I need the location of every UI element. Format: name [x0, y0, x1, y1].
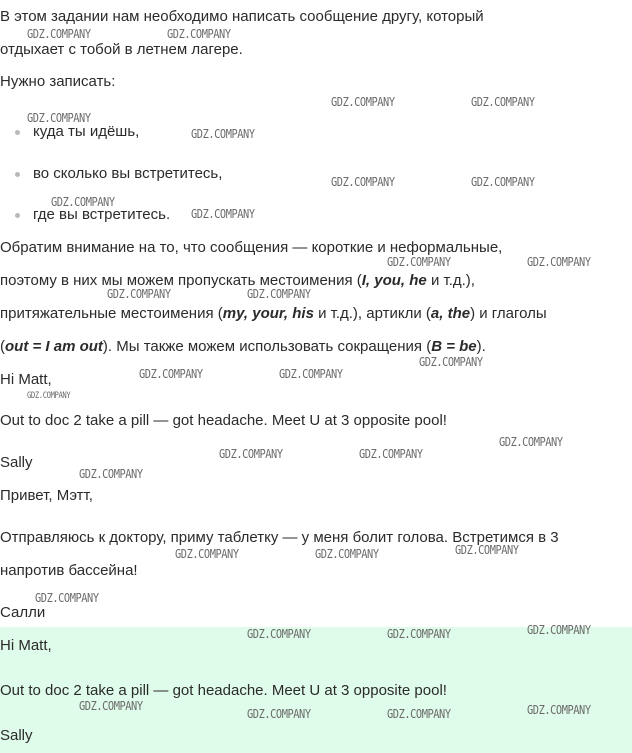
watermark: GDZ.COMPANY — [499, 435, 563, 449]
ru-body-1: Отправляюсь к доктору, приму таблетку — у меня болит голова. Встретимся в 3 — [0, 529, 559, 546]
ru-greeting: Привет, Мэтт, — [0, 487, 93, 504]
watermark: GDZ.COMPANY — [175, 547, 239, 561]
note-line-4: (out = I am out). Мы также можем использовать сокращения (B = be). — [0, 338, 486, 355]
watermark: GDZ.COMPANY — [471, 95, 535, 109]
watermark: GDZ.COMPANY — [387, 255, 451, 269]
watermark: GDZ.COMPANY — [247, 287, 311, 301]
watermark: GDZ.COMPANY — [107, 287, 171, 301]
intro-line-1: В этом задании нам необходимо написать сообщение другу, который — [0, 8, 484, 25]
list-item: куда ты идёшь, — [33, 123, 140, 140]
watermark: GDZ.COMPANY — [27, 27, 91, 41]
watermark: GDZ.COMPANY — [455, 543, 519, 557]
watermark: GDZ.COMPANY — [471, 175, 535, 189]
watermark: GDZ.COMPANY — [167, 27, 231, 41]
ru-sign: Салли — [0, 604, 46, 621]
watermark: GDZ.COMPANY — [27, 111, 91, 125]
answer-body: Out to doc 2 take a pill — got headache. Meet U at 3 opposite pool! — [0, 682, 447, 699]
watermark: GDZ.COMPANY — [331, 95, 395, 109]
watermark: GDZ.COMPANY — [79, 699, 143, 713]
bullet-2 — [15, 172, 20, 177]
watermark: GDZ.COMPANY — [315, 547, 379, 561]
note-line-2: поэтому в них мы можем пропускать местоимения (I, you, he и т.д.), — [0, 272, 475, 289]
need-to-write: Нужно записать: — [0, 73, 116, 90]
bullet-3 — [15, 213, 20, 218]
watermark: GDZ.COMPANY — [419, 355, 483, 369]
watermark: GDZ.COMPANY — [191, 127, 255, 141]
en-greeting: Hi Matt, — [0, 371, 52, 388]
note-line-3: притяжательные местоимения (my, your, his и т.д.), артикли (a, the) и глаголы — [0, 305, 547, 322]
list-item: во сколько вы встретитесь, — [33, 165, 223, 182]
answer-sign: Sally — [0, 727, 33, 744]
watermark: GDZ.COMPANY — [279, 367, 343, 381]
watermark: GDZ.COMPANY — [79, 467, 143, 481]
intro-line-2: отдыхает с тобой в летнем лагере. — [0, 41, 243, 58]
watermark: GDZ.COMPANY — [331, 175, 395, 189]
watermark: GDZ.COMPANY — [387, 707, 451, 721]
list-item: где вы встретитесь. — [33, 206, 171, 223]
answer-greeting: Hi Matt, — [0, 637, 52, 654]
ru-body-2: напротив бассейна! — [0, 562, 138, 579]
watermark: GDZ.COMPANY — [527, 255, 591, 269]
watermark: GDZ.COMPANY — [219, 447, 283, 461]
watermark: GDZ.COMPANY — [139, 367, 203, 381]
watermark: GDZ.COMPANY — [527, 623, 591, 637]
watermark: GDZ.COMPANY — [387, 627, 451, 641]
watermark: GDZ.COMPANY — [527, 703, 591, 717]
watermark: GDZ.COMPANY — [27, 391, 71, 401]
watermark: GDZ.COMPANY — [359, 447, 423, 461]
note-line-1: Обратим внимание на то, что сообщения — короткие и неформальные, — [0, 239, 503, 256]
en-sign: Sally — [0, 454, 33, 471]
watermark: GDZ.COMPANY — [247, 627, 311, 641]
watermark: GDZ.COMPANY — [51, 195, 115, 209]
watermark: GDZ.COMPANY — [191, 207, 255, 221]
watermark: GDZ.COMPANY — [35, 591, 99, 605]
bullet-1 — [15, 130, 20, 135]
watermark: GDZ.COMPANY — [247, 707, 311, 721]
en-body: Out to doc 2 take a pill — got headache. Meet U at 3 opposite pool! — [0, 412, 447, 429]
